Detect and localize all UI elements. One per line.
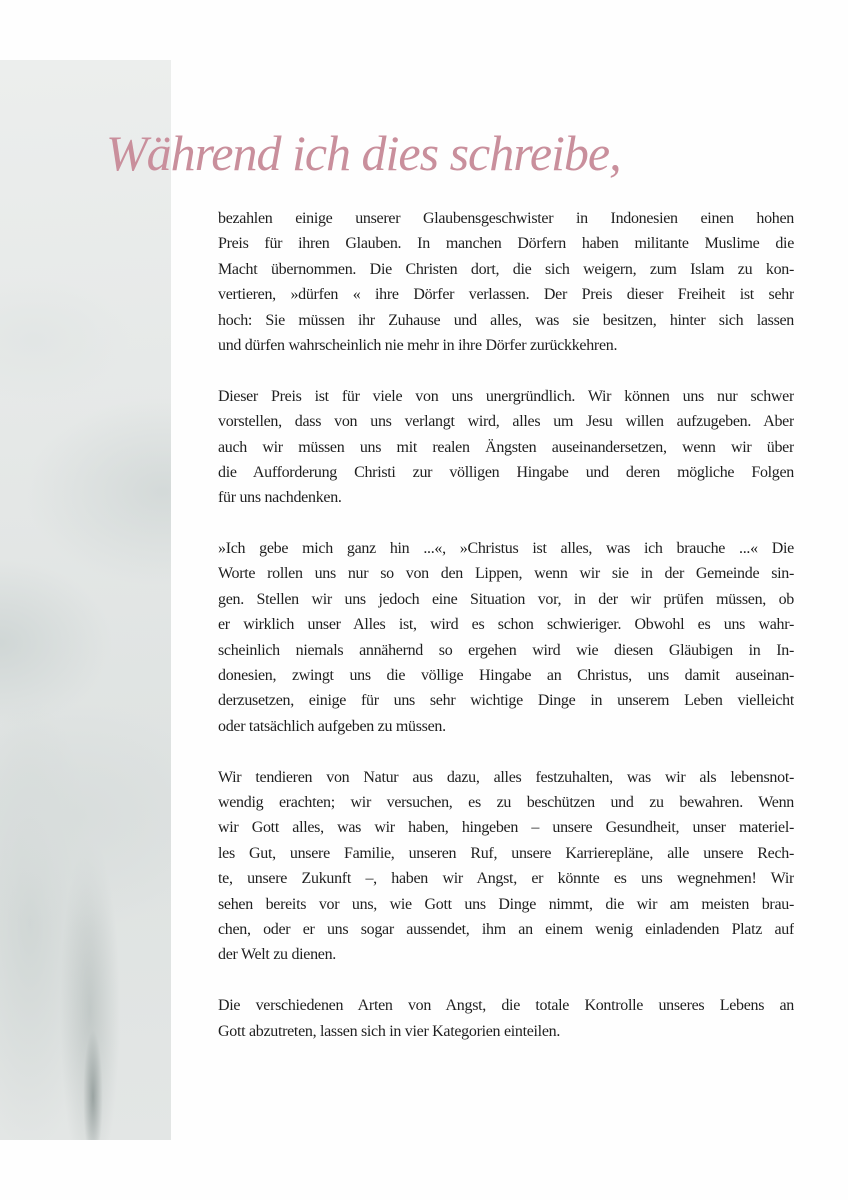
text-line: chen, oder er uns sogar aussendet, ihm an einem wenig einladenden Platz auf [218, 920, 794, 938]
text-line: wir Gott alles, was wir haben, hingeben – unsere Gesundheit, unser materiel- [218, 819, 794, 837]
text-line: oder tatsächlich aufgeben zu müssen. [218, 717, 446, 735]
text-line: der Welt zu dienen. [218, 946, 337, 964]
text-line: auch wir müssen uns mit realen Ängsten auseinandersetzen, wenn wir über [218, 438, 794, 456]
text-line: Preis für ihren Glauben. In manchen Dörfern haben militante Muslime die [218, 235, 794, 253]
text-line: donesien, zwingt uns die völlige Hingabe an Christus, uns damit auseinan- [218, 667, 794, 685]
text-line: »Ich gebe mich ganz hin ...«, »Christus ist alles, was ich brauche ...« Die [218, 540, 794, 558]
text-line: vertieren, »dürfen « ihre Dörfer verlassen. Der Preis dieser Freiheit ist sehr [218, 286, 794, 304]
left-margin-photo [0, 60, 171, 1140]
text-line: er wirklich unser Alles ist, wird es schon schwieriger. Obwohl es uns wahr- [218, 616, 794, 634]
paragraph [218, 765, 794, 968]
text-line: Gott abzutreten, lassen sich in vier Kategorien einteilen. [218, 1022, 561, 1040]
paragraph [218, 993, 794, 1044]
text-line: te, unsere Zukunft –, haben wir Angst, er könnte es uns wegnehmen! Wir [218, 870, 794, 888]
text-line: vorstellen, dass von uns verlangt wird, alles um Jesu willen aufzugeben. Aber [218, 413, 794, 431]
chapter-opening-heading: Während ich dies schreibe, [106, 125, 621, 181]
paragraph [218, 206, 794, 358]
text-line: Wir tendieren von Natur aus dazu, alles festzuhalten, was wir als lebensnot- [218, 768, 794, 786]
text-line: und dürfen wahrscheinlich nie mehr in ihre Dörfer zurückkehren. [218, 336, 618, 354]
text-line: Die verschiedenen Arten von Angst, die totale Kontrolle unseres Lebens an [218, 997, 794, 1015]
text-line: sehen bereits vor uns, wie Gott uns Dinge nimmt, die wir am meisten brau- [218, 895, 794, 913]
paragraph [218, 384, 794, 511]
text-line: scheinlich niemals annähernd so ergehen wird wie diesen Gläubigen in In- [218, 641, 794, 659]
text-line: Worte rollen uns nur so von den Lippen, wenn wir sie in der Gemeinde sin- [218, 565, 794, 583]
text-line: les Gut, unsere Familie, unseren Ruf, unsere Karrierepläne, alle unsere Rech- [218, 844, 794, 862]
paragraph [218, 536, 794, 739]
text-line: derzusetzen, einige für uns sehr wichtige Dinge in unserem Leben vielleicht [218, 692, 794, 710]
text-line: für uns nachdenken. [218, 489, 342, 507]
text-line: die Aufforderung Christi zur völligen Hingabe und deren mögliche Folgen [218, 463, 794, 481]
text-line: bezahlen einige unserer Glaubensgeschwister in Indonesien einen hohen [218, 210, 794, 227]
text-line: Dieser Preis ist für viele von uns unergründlich. Wir können uns nur schwer [218, 387, 794, 405]
text-line: wendig erachten; wir versuchen, es zu beschützen und zu bewahren. Wenn [218, 793, 794, 811]
text-line: Macht übernommen. Die Christen dort, die sich weigern, zum Islam zu kon- [218, 260, 794, 278]
text-line: gen. Stellen wir uns jedoch eine Situation vor, in der wir prüfen müssen, ob [218, 590, 794, 608]
body-text-column [218, 206, 794, 1044]
text-line: hoch: Sie müssen ihr Zuhause und alles, was sie besitzen, hinter sich lassen [218, 311, 794, 329]
